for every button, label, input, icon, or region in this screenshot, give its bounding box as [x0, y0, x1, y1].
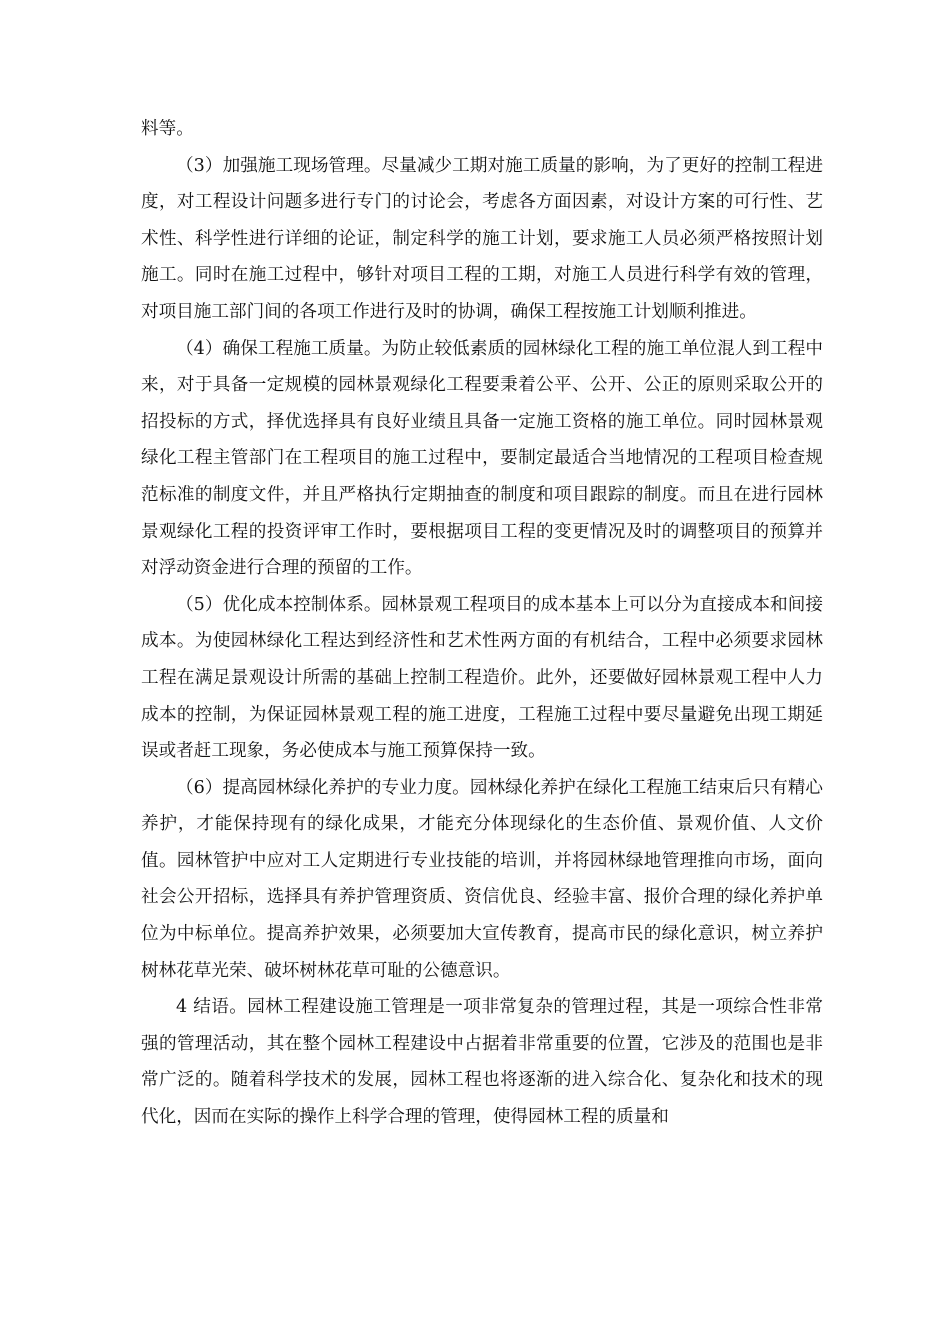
paragraph-conclusion: 4 结语。园林工程建设施工管理是一项非常复杂的管理过程，其是一项综合性非常强的管理活动，其在整个园林工程建设中占据着非常重要的位置，它涉及的范围也是非常广泛的。随着科学技术的发展，园林工程也将逐渐的进入综合化、复杂化和技术的现代化，因而在实际的操作上科学合理的管理，使得园林工程的质量和 [141, 997, 823, 1128]
paragraph-continuation: 料等。 [141, 119, 194, 139]
document-body [141, 111, 823, 1136]
paragraph-site-management: （3）加强施工现场管理。尽量减少工期对施工质量的影响，为了更好的控制工程进度，对工程设计问题多进行专门的讨论会，考虑各方面因素，对设计方案的可行性、艺术性、科学性进行详细的论证，制定科学的施工计划，要求施工人员必须严格按照计划施工。同时在施工过程中，够针对项目工程的工期，对施工人员进行科学有效的管理，对项目施工部门间的各项工作进行及时的协调，确保工程按施工计划顺利推进。 [141, 155, 823, 322]
paragraph-construction-quality: （4）确保工程施工质量。为防止较低素质的园林绿化工程的施工单位混人到工程中来，对于具备一定规模的园林景观绿化工程要秉着公平、公开、公正的原则采取公开的招投标的方式，择优选择具有良好业绩且具备一定施工资格的施工单位。同时园林景观绿化工程主管部门在工程项目的施工过程中，要制定最适合当地情况的工程项目检查规范标准的制度文件，并且严格执行定期抽查的制度和项目跟踪的制度。而且在进行园林景观绿化工程的投资评审工作时，要根据项目工程的变更情况及时的调整项目的预算并对浮动资金进行合理的预留的工作。 [141, 338, 823, 579]
paragraph-maintenance: （6）提高园林绿化养护的专业力度。园林绿化养护在绿化工程施工结束后只有精心养护，才能保持现有的绿化成果，才能充分体现绿化的生态价值、景观价值、人文价值。园林管护中应对工人定期进行专业技能的培训，并将园林绿地管理推向市场，面向社会公开招标，选择具有养护管理资质、资信优良、经验丰富、报价合理的绿化养护单位为中标单位。提高养护效果，必须要加大宣传教育，提高市民的绿化意识，树立养护树林花草光荣、破坏树林花草可耻的公德意识。 [141, 777, 823, 981]
paragraph-cost-control: （5）优化成本控制体系。园林景观工程项目的成本基本上可以分为直接成本和间接成本。为使园林绿化工程达到经济性和艺术性两方面的有机结合，工程中必须要求园林工程在满足景观设计所需的基础上控制工程造价。此外，还要做好园林景观工程中人力成本的控制，为保证园林景观工程的施工进度，工程施工过程中要尽量避免出现工期延误或者赶工现象，务必使成本与施工预算保持一致。 [141, 594, 823, 762]
